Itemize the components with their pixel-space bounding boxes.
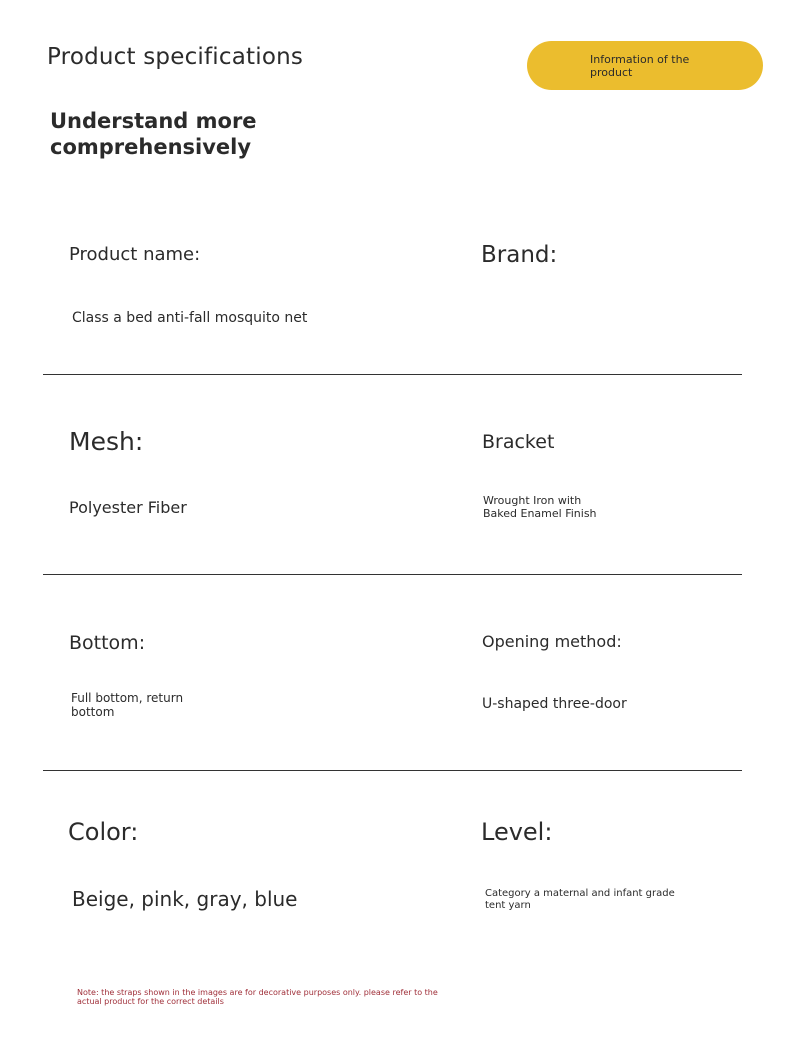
- product-info-badge-label: Information of the product: [590, 53, 690, 79]
- bracket-value: Wrought Iron with Baked Enamel Finish: [483, 494, 597, 520]
- page-subtitle: Understand more comprehensively: [50, 109, 257, 159]
- divider: [43, 574, 742, 575]
- bracket-label: Bracket: [482, 431, 555, 453]
- mesh-label: Mesh:: [69, 427, 144, 456]
- level-label: Level:: [481, 818, 553, 846]
- brand-label: Brand:: [481, 242, 558, 268]
- product-info-badge: [527, 41, 763, 90]
- mesh-value: Polyester Fiber: [69, 498, 187, 517]
- opening-method-value: U-shaped three-door: [482, 696, 627, 712]
- color-value: Beige, pink, gray, blue: [72, 887, 298, 911]
- bottom-label: Bottom:: [69, 632, 146, 654]
- page-title: Product specifications: [47, 44, 304, 70]
- level-value: Category a maternal and infant grade tent yarn: [485, 888, 675, 911]
- divider: [43, 770, 742, 771]
- disclaimer-note: Note: the straps shown in the images are for decorative purposes only. please refer to the actual product for the correct details: [77, 988, 438, 1006]
- bottom-value: Full bottom, return bottom: [71, 691, 184, 719]
- product-name-value: Class a bed anti-fall mosquito net: [72, 310, 308, 326]
- divider: [43, 374, 742, 375]
- opening-method-label: Opening method:: [482, 632, 622, 651]
- color-label: Color:: [68, 818, 139, 846]
- product-name-label: Product name:: [69, 244, 201, 265]
